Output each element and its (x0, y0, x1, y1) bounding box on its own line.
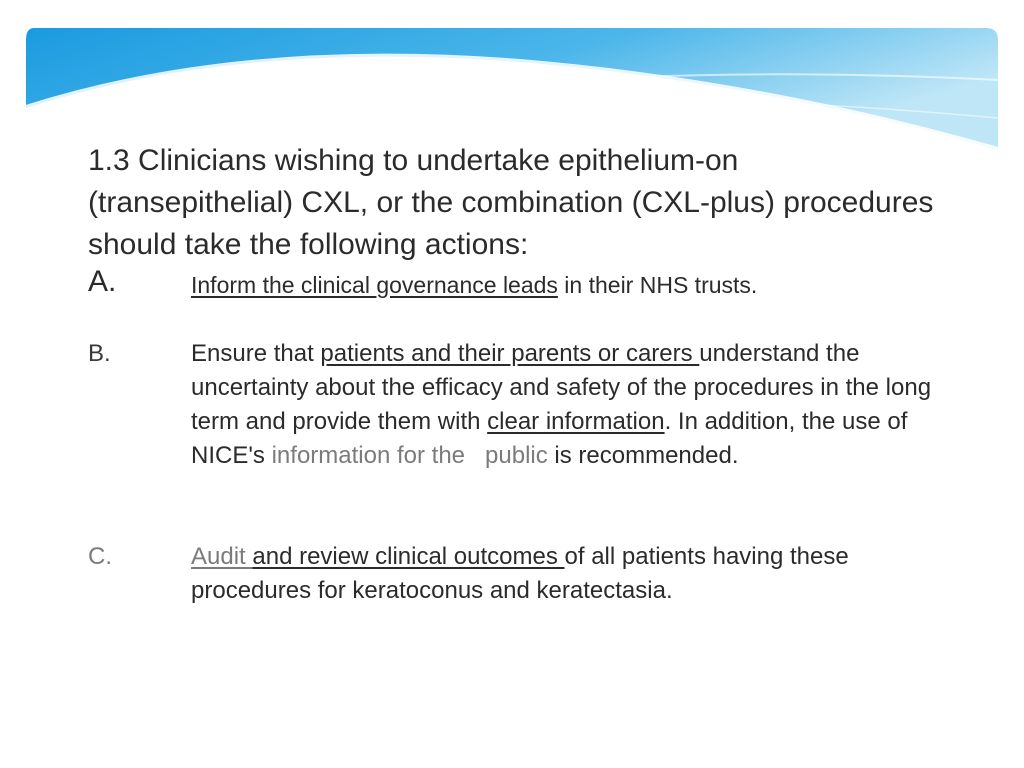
item-body (191, 337, 961, 473)
review-outcomes-link[interactable]: and review clinical outcomes (252, 543, 565, 570)
item-body (191, 540, 961, 608)
item-letter: A. (88, 265, 117, 298)
information-for-public-link[interactable]: information for the public (271, 442, 548, 469)
item-text: understand the uncertainty about the efficacy and safety of the procedures in the long term and provide them with (191, 340, 932, 435)
governance-leads-link[interactable]: Inform the clinical governance leads (191, 272, 558, 298)
item-text: is recommended. (547, 442, 739, 469)
item-body (191, 268, 961, 302)
item-text: in their NHS trusts. (557, 272, 758, 298)
item-text: . In addition, the use of NICE's (191, 408, 908, 469)
item-letter: B. (88, 340, 111, 367)
item-text: of all patients having these procedures for keratoconus and keratectasia. (191, 543, 849, 604)
patients-carers-link[interactable]: patients and their parents or carers (320, 340, 700, 367)
audit-link[interactable]: Audit (191, 543, 253, 570)
slide-heading: 1.3 Clinicians wishing to undertake epithelium-on (transepithelial) CXL, or the combination (CXL-plus) procedures should take the following actions: (88, 144, 934, 261)
item-letter: C. (88, 543, 112, 570)
item-text: Ensure that (191, 340, 321, 367)
clear-information-link[interactable]: clear information (487, 408, 665, 435)
